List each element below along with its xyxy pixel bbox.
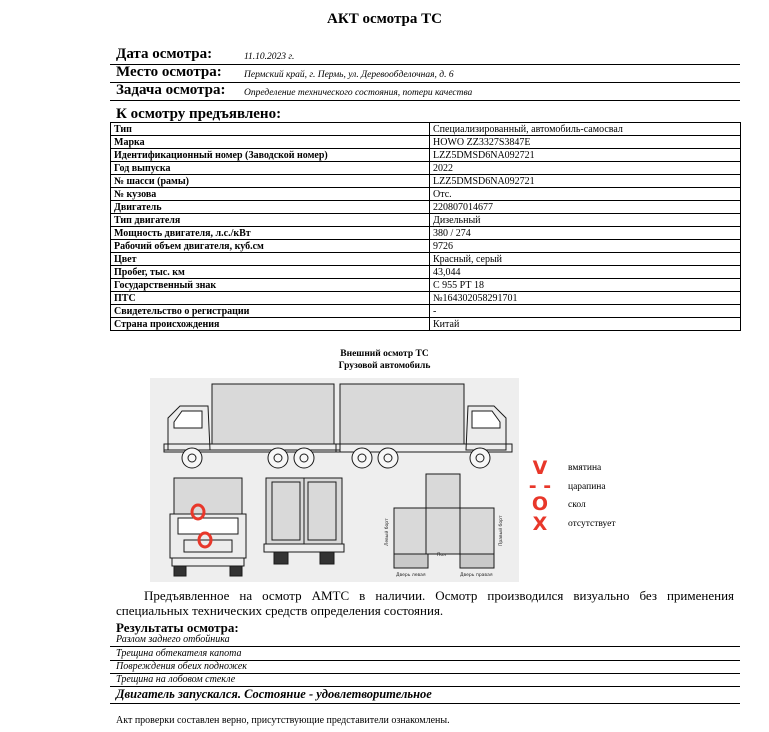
missing-legend-symbol: X [532, 513, 548, 535]
table-row [111, 266, 741, 279]
table-row [111, 279, 741, 292]
chip-legend-symbol: O [531, 493, 549, 515]
dent-legend-symbol: V [532, 457, 548, 479]
truck-rear-view [264, 478, 344, 564]
result-item [110, 660, 740, 674]
table-row [111, 149, 741, 162]
right-door-panel-label: Дверь правая [460, 573, 493, 578]
truck-side-left [164, 384, 340, 468]
spec-key: Государственный знак [111, 279, 430, 292]
table-row [111, 175, 741, 188]
left-door-panel-label: Дверь левая [396, 573, 426, 578]
external-inspection-title [0, 348, 769, 372]
inspection-task-label: Задача осмотра: [116, 82, 226, 98]
spec-key: № кузова [111, 188, 430, 201]
external-inspection-title-line2: Грузовой автомобиль [338, 361, 431, 371]
spec-key: Тип двигателя [111, 214, 430, 227]
result-item [110, 633, 740, 647]
final-result [110, 687, 740, 704]
spec-value: С 955 РТ 18 [430, 279, 741, 292]
table-row [111, 162, 741, 175]
spec-value: Китай [430, 318, 741, 331]
inspection-date-value: 11.10.2023 г. [244, 52, 295, 62]
spec-value: 2022 [430, 162, 741, 175]
truck-front-view [170, 478, 246, 576]
final-result-text: Двигатель запускался. Состояние - удовлетворительное [116, 687, 432, 701]
table-row [111, 292, 741, 305]
result-item [110, 647, 740, 661]
chip-legend-label: скол [568, 500, 586, 510]
table-row [111, 214, 741, 227]
table-row [111, 227, 741, 240]
spec-key: Год выпуска [111, 162, 430, 175]
inspection-place-value: Пермский край, г. Пермь, ул. Деревообделочная, д. 6 [244, 70, 454, 80]
spec-value: №164302058291701 [430, 292, 741, 305]
spec-value: Отс. [430, 188, 741, 201]
table-row [111, 188, 741, 201]
right-side-panel-label: Правый борт [499, 515, 504, 546]
missing-legend-label: отсутствует [568, 519, 616, 529]
floor-panel-label: Пол [437, 553, 447, 558]
table-row [111, 240, 741, 253]
scratch-legend-label: царапина [568, 482, 606, 492]
spec-key: Двигатель [111, 201, 430, 214]
left-side-panel-label: Левый борт [385, 518, 390, 546]
vehicle-spec-table [110, 122, 741, 331]
table-row [111, 305, 741, 318]
presented-title: К осмотру предъявлено: [116, 106, 282, 122]
result-item-text: Трещина на лобовом стекле [116, 674, 236, 685]
inspection-place-row [110, 64, 740, 83]
results-title: Результаты осмотра: [116, 620, 239, 635]
spec-value: Специализированный, автомобиль-самосвал [430, 123, 741, 136]
spec-value: Дизельный [430, 214, 741, 227]
table-row [111, 318, 741, 331]
spec-value: LZZ5DMSD6NA092721 [430, 149, 741, 162]
truck-drawing-icon [150, 378, 519, 582]
document-title: АКТ осмотра ТС [327, 11, 442, 27]
spec-value: 380 / 274 [430, 227, 741, 240]
spec-value: LZZ5DMSD6NA092721 [430, 175, 741, 188]
spec-value: - [430, 305, 741, 318]
footer-note: Акт проверки составлен верно, присутствующие представители ознакомлены. [116, 715, 450, 726]
spec-key: Марка [111, 136, 430, 149]
dent-legend-label: вмятина [568, 463, 602, 473]
spec-key: № шасси (рамы) [111, 175, 430, 188]
spec-key: Страна происхождения [111, 318, 430, 331]
scratch-legend-symbol: - - [528, 475, 552, 497]
spec-key: Цвет [111, 253, 430, 266]
spec-value: HOWO ZZ3327S3847E [430, 136, 741, 149]
spec-key: Мощность двигателя, л.с./кВт [111, 227, 430, 240]
inspection-task-value: Определение технического состояния, потери качества [244, 88, 473, 98]
inspection-note-paragraph: Предъявленное на осмотр АМТС в наличии. Осмотр производился визуально без применения специальных технических средств определения состояния. [116, 588, 734, 618]
spec-value: Красный, серый [430, 253, 741, 266]
truck-side-right [336, 384, 512, 468]
spec-key: Пробег, тыс. км [111, 266, 430, 279]
spec-key: Идентификационный номер (Заводской номер) [111, 149, 430, 162]
spec-value: 220807014677 [430, 201, 741, 214]
inspection-date-row [110, 46, 740, 65]
external-inspection-title-line1: Внешний осмотр ТС [340, 349, 429, 359]
inspection-place-label: Место осмотра: [116, 64, 222, 80]
spec-key: ПТС [111, 292, 430, 305]
inspection-task-row [110, 82, 740, 101]
spec-value: 9726 [430, 240, 741, 253]
spec-key: Свидетельство о регистрации [111, 305, 430, 318]
table-row [111, 123, 741, 136]
table-row [111, 136, 741, 149]
spec-key: Тип [111, 123, 430, 136]
spec-key: Рабочий объем двигателя, куб.см [111, 240, 430, 253]
result-item-text: Разлом заднего отбойника [116, 634, 230, 645]
inspection-date-label: Дата осмотра: [116, 46, 213, 62]
table-row [111, 201, 741, 214]
result-item [110, 673, 740, 687]
result-item-text: Повреждения обеих подножек [116, 661, 247, 672]
truck-damage-diagram [150, 378, 519, 582]
table-row [111, 253, 741, 266]
spec-value: 43,044 [430, 266, 741, 279]
result-item-text: Трещина обтекателя капота [116, 648, 242, 659]
